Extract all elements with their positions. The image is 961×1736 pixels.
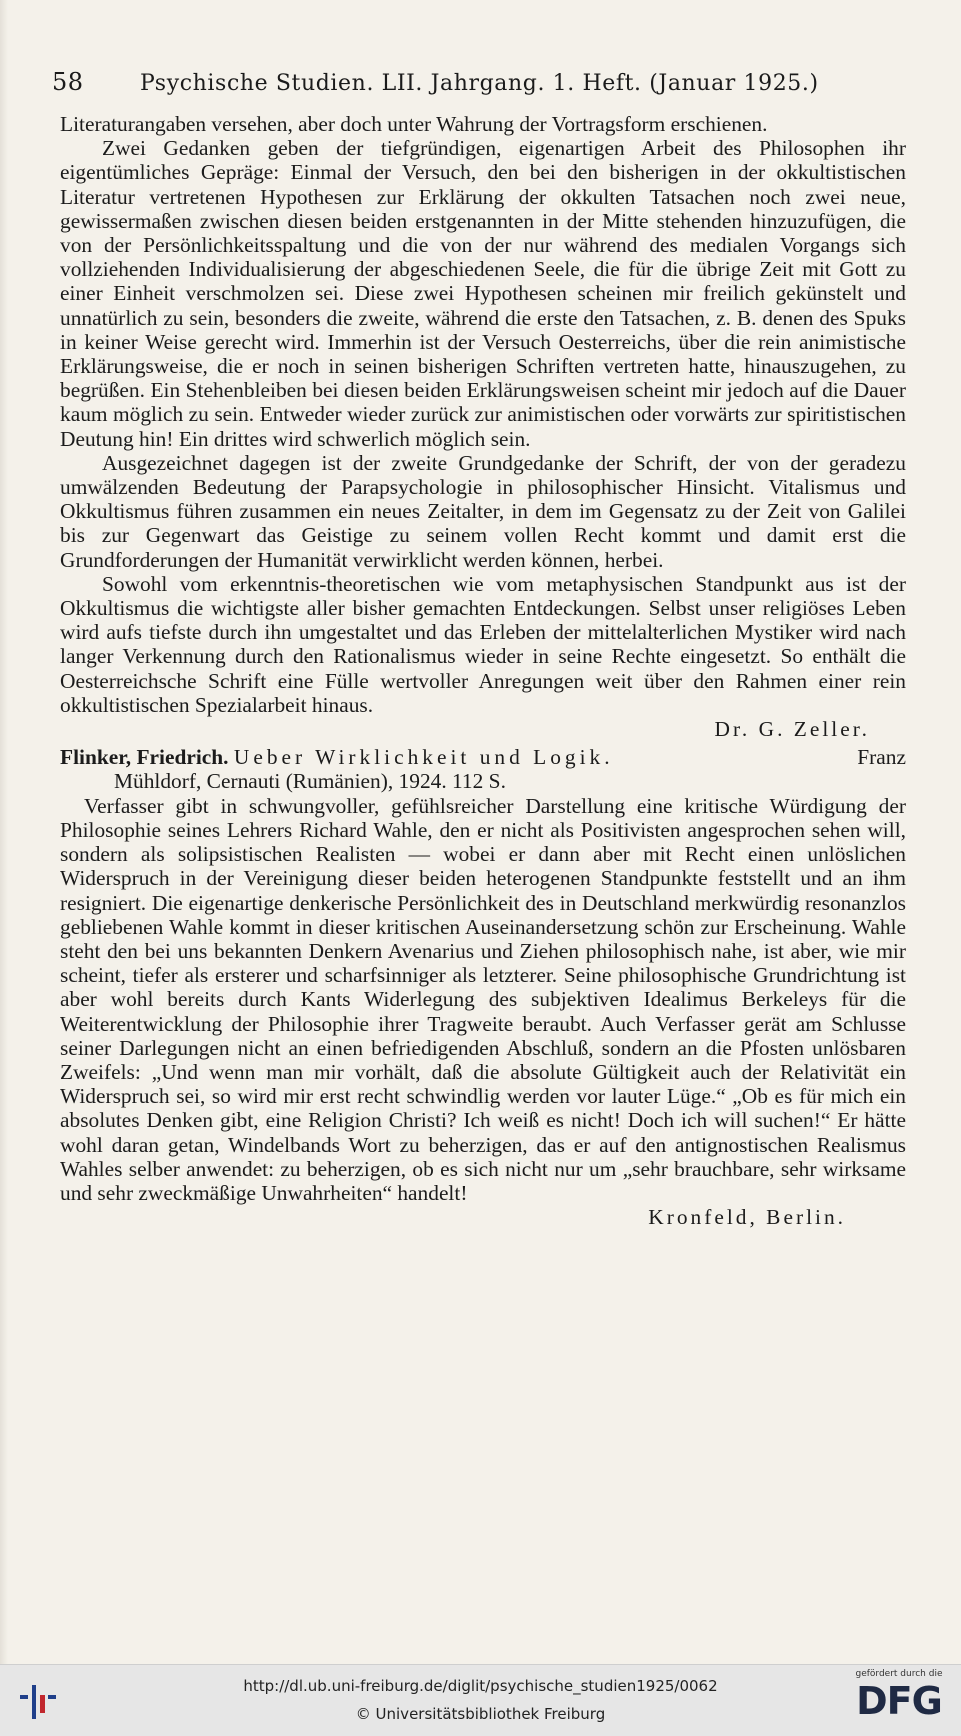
page-header [52, 68, 912, 96]
page-number: 58 [52, 68, 84, 96]
paragraph: Sowohl vom erkenntnis-theoretischen wie vom metaphysischen Standpunkt aus ist der Okkultismus die wichtigste aller bisher gemachten Entdeckungen. Selbst unser religiöses Leben wird aufs tiefste durch ihn umgestaltet und das Erleben der mittelalterlichen Mystiker wird nach langer Verkennung durch den Rationalismus wieder in seine Rechte eingesetzt. So enthält die Oesterreichsche Schrift eine Fülle wertvoller Anregungen weit über den Rahmen einer rein okkultistischen Spezialarbeit hinaus. [60, 571, 906, 717]
signature-line [60, 1205, 906, 1229]
entry-details: Mühldorf, Cernauti (Rumänien), 1924. 112 S. [114, 769, 506, 794]
bibliography-entry [60, 745, 906, 769]
review-paragraph: Verfasser gibt in schwungvoller, gefühlsreicher Darstellung eine kritische Würdigung der Philosophie seines Lehrers Richard Wahle, den er nicht als Positivisten angesprochen sehen will, sondern als solipsistischen Realisten — wobei er dann aber mit Recht einen unlöslichen Widerspruch in der Vereinigung dieser beiden heterogenen Standpunkte feststellt und an ihm resigniert. Die eigenartige denkerische Persönlichkeit des in Deutschland merkwürdig resonanzlos gebliebenen Wahle kommt in dieser kritischen Auseinandersetzung schön zur Erscheinung. Wahle steht den bei uns bekannten Denkern Avenarius und Ziehen philosophisch nahe, ist aber, wie mir scheint, tiefer als ersterer und scharfsinniger als letzterer. Seine philosophische Grundrichtung ist aber wohl bereits durch Kants Widerlegung des subjektiven Idealimus Berkeleys für die Weiterentwicklung der Philosophie ihrer Tragweite beraubt. Auch Verfasser gerät am Schlusse seiner Darlegungen nicht an einen befriedigenden Abschluß, sondern an die Pfosten unlösbaren Zweifels: „Und wenn man mir vorhält, daß die absolute Gültigkeit auch der Relativität ein Widerspruch sei, so wird mir erst recht schwindlig werden vor lauter Lüge.“ „Ob es für mich ein absolutes Denken gibt, eine Religion Christi? Ich weiß es nicht! Doch ich will suchen!“ Er hätte wohl daran getan, Windelbands Wort zu beherzigen, das er auf den antignostischen Realismus Wahles selber anwendet: zu beherzigen, ob es sich nicht nur um „sehr brauchbare, sehr wirksame und sehr zweckmäßige Unwahrheiten“ handelt! [60, 793, 906, 1205]
dfg-logo-text: DFG [856, 1679, 942, 1723]
entry-publisher: Franz [857, 745, 906, 770]
signature: Kronfeld, Berlin. [648, 1205, 846, 1230]
entry-author: Flinker, Friedrich. [60, 745, 229, 770]
page-edge [0, 0, 8, 1664]
paragraph: Zwei Gedanken geben der tiefgründigen, eigenartigen Arbeit des Philosophen ihr eigentümliches Gepräge: Einmal der Versuch, den bei den bisherigen in der okkultistischen Literatur vertretenen Hypothesen zur Erklärung der okkulten Tatsachen noch zwei neue, gewissermaßen zwischen diesen beiden erstgenannten in der Mitte stehenden hinzuzufügen, die von der Persönlichkeitsspaltung und die von der nur während des medialen Vorgangs sich vollziehenden Individualisierung der abgeschiedenen Seele, die für die übrige Zeit mit Gott zu einer Einheit verschmolzen sei. Diese zwei Hypothesen scheinen mir freilich gekünstelt und unnatürlich zu sein, besonders die zweite, während die erste den Tatsachen, z. B. denen des Spuks in keiner Weise gerecht wird. Immerhin ist der Versuch Oesterreichs, über die rein animistische Erklärungsweise, die er noch in seinen bisherigen Schriften vertreten hatte, hinauszugehen, zu begrüßen. Ein Stehenbleiben bei diesen beiden Erklärungsweisen scheint mir jedoch auf die Dauer kaum möglich zu sein. Entweder wieder zurück zur animistischen oder vorwärts zur spiritistischen Deutung hin! Ein drittes wird schwerlich möglich sein. [60, 136, 906, 451]
signature: Dr. G. Zeller. [714, 717, 870, 742]
body-text [60, 112, 906, 1229]
dfg-caption: gefördert durch die [855, 1669, 943, 1679]
running-head: Psychische Studien. LII. Jahrgang. 1. Heft. (Januar 1925.) [140, 71, 819, 96]
document-url[interactable]: http://dl.ub.uni-freiburg.de/diglit/psychische_studien1925/0062 [243, 1677, 718, 1695]
paragraph: Ausgezeichnet dagegen ist der zweite Grundgedanke der Schrift, der von der geradezu umwälzenden Bedeutung der Parapsychologie in philosophischer Hinsicht. Vitalismus und Okkultismus führen zusammen ein neues Zeitalter, in dem im Gegensatz zu der Zeit von Galilei bis zur Gegenwart das Geistige zu seinem vollen Recht kommt und damit erst die Grundforderungen der Humanität verwirklicht werden können, herbei. [60, 450, 906, 572]
copyright-notice: © Universitätsbibliothek Freiburg [355, 1705, 606, 1723]
entry-title: Ueber Wirklichkeit und Logik. [233, 745, 614, 770]
viewer-footer [0, 1664, 961, 1736]
dfg-logo[interactable] [849, 1669, 949, 1731]
paragraph: Literaturangaben versehen, aber doch unter Wahrung der Vortragsform erschienen. [60, 112, 768, 136]
